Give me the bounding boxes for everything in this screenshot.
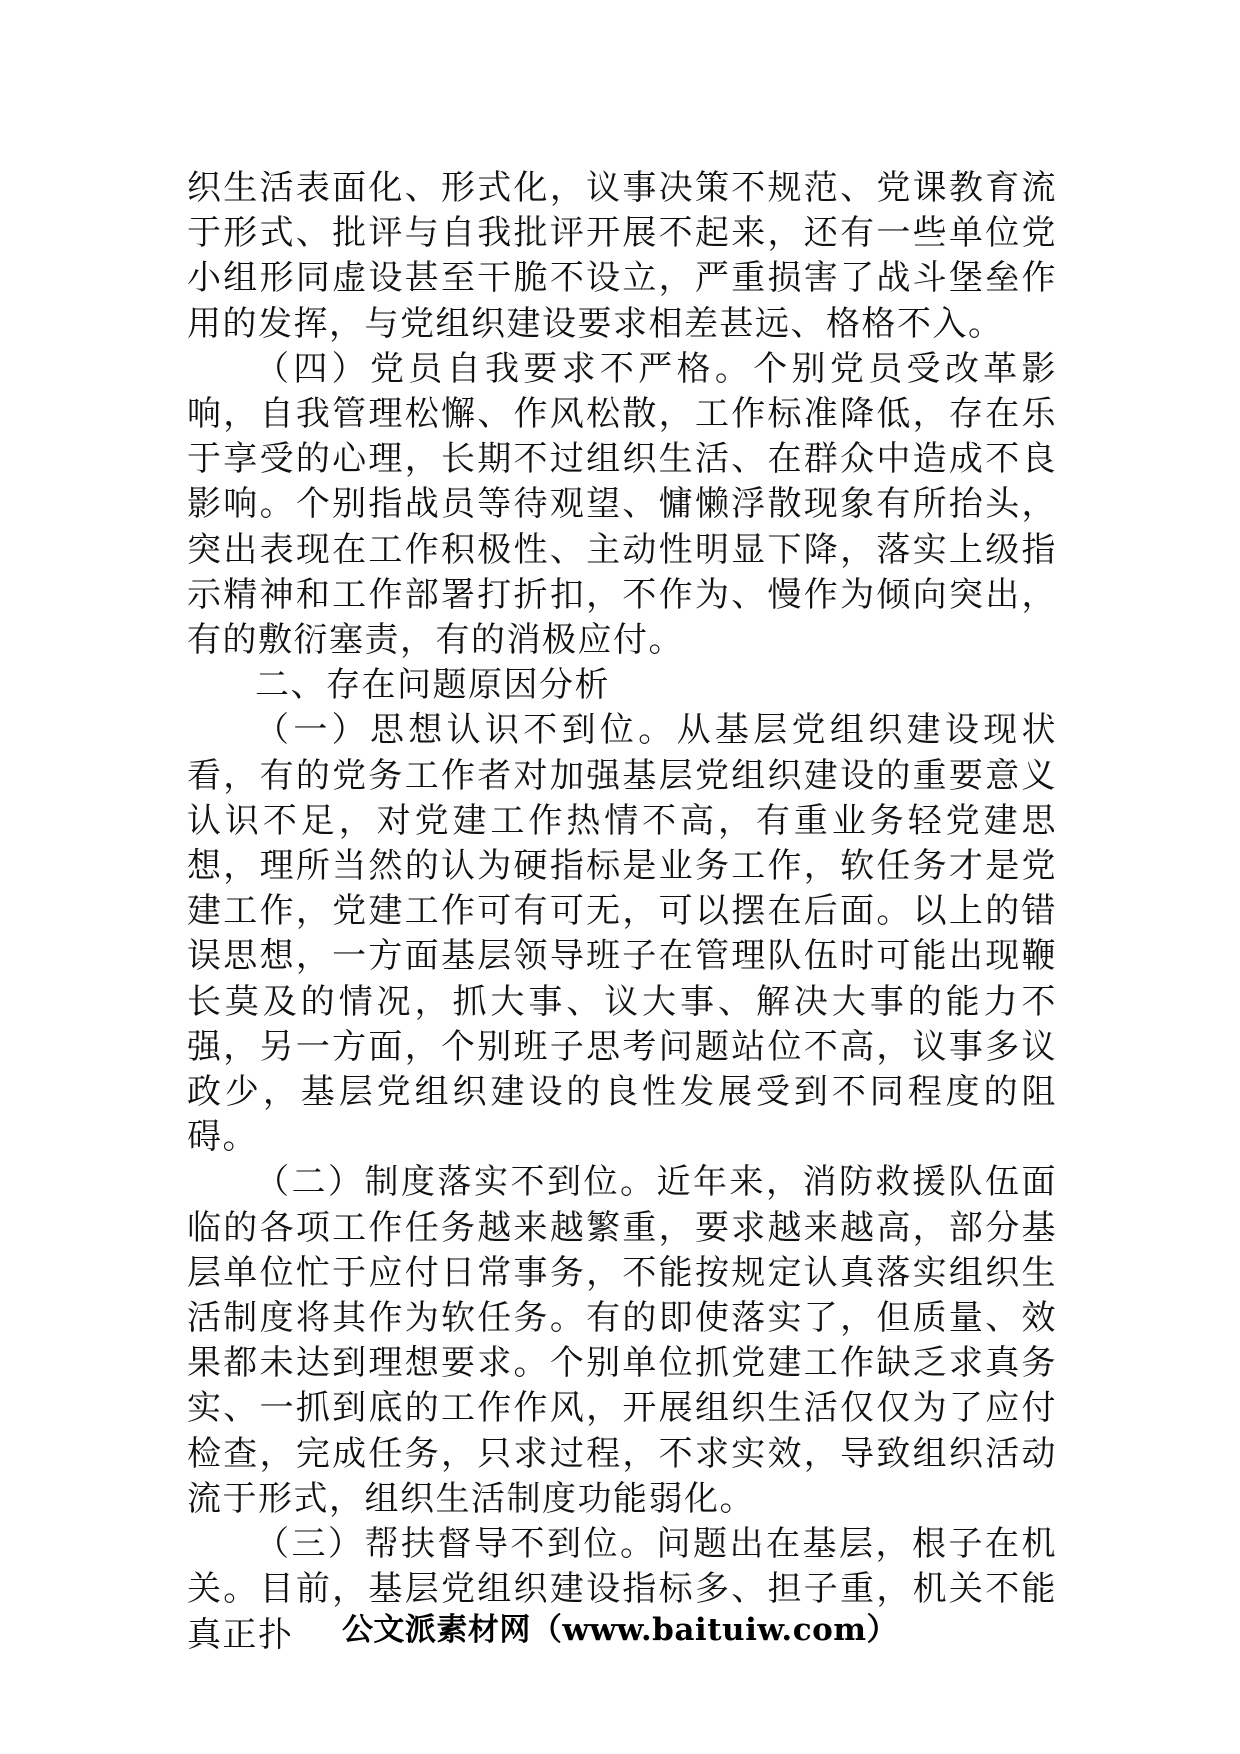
- paragraph-support-supervision: （三）帮扶督导不到位。问题出在基层，根子在机关。目前，基层党组织建设指标多、担子重，机关不能真正扑: [187, 1524, 1057, 1655]
- paragraph-ideological-awareness: （一）思想认识不到位。从基层党组织建设现状看，有的党务工作者对加强基层党组织建设的重要意义认识不足，对党建工作热情不高，有重业务轻党建思想，理所当然的认为硬指标是业务工作，软任务才是党建工作，党建工作可有可无，可以摆在后面。以上的错误思想，一方面基层领导班子在管理队伍时可能出现鞭长莫及的情况，抓大事、议大事、解决大事的能力不强，另一方面，个别班子思考问题站位不高，议事多议政少，基层党组织建设的良性发展受到不同程度的阻碍。: [187, 710, 1057, 1158]
- section-heading-cause-analysis: 二、存在问题原因分析: [255, 665, 610, 706]
- paragraph-system-implementation: （二）制度落实不到位。近年来，消防救援队伍面临的各项工作任务越来越繁重，要求越来越高，部分基层单位忙于应付日常事务，不能按规定认真落实组织生活制度将其作为软任务。有的即使落实了，但质量、效果都未达到理想要求。个别单位抓党建工作缺乏求真务实、一抓到底的工作作风，开展组织生活仅仅为了应付检查，完成任务，只求过程，不求实效，导致组织活动流于形式，组织生活制度功能弱化。: [187, 1162, 1057, 1519]
- paragraph-party-members-self-discipline: （四）党员自我要求不严格。个别党员受改革影响，自我管理松懈、作风松散，工作标准降低，存在乐于享受的心理，长期不过组织生活、在群众中造成不良影响。个别指战员等待观望、慵懒浮散现象有所抬头，突出表现在工作积极性、主动性明显下降，落实上级指示精神和工作部署打折扣，不作为、慢作为倾向突出，有的敷衍塞责，有的消极应付。: [187, 348, 1057, 661]
- page-footer-watermark: 公文派素材网（www.baituiw.com）: [341, 1612, 899, 1648]
- document-body: [187, 166, 1057, 1658]
- paragraph-continuation: 织生活表面化、形式化，议事决策不规范、党课教育流于形式、批评与自我批评开展不起来，还有一些单位党小组形同虚设甚至干脆不设立，严重损害了战斗堡垒作用的发挥，与党组织建设要求相差甚远、格格不入。: [187, 168, 1057, 344]
